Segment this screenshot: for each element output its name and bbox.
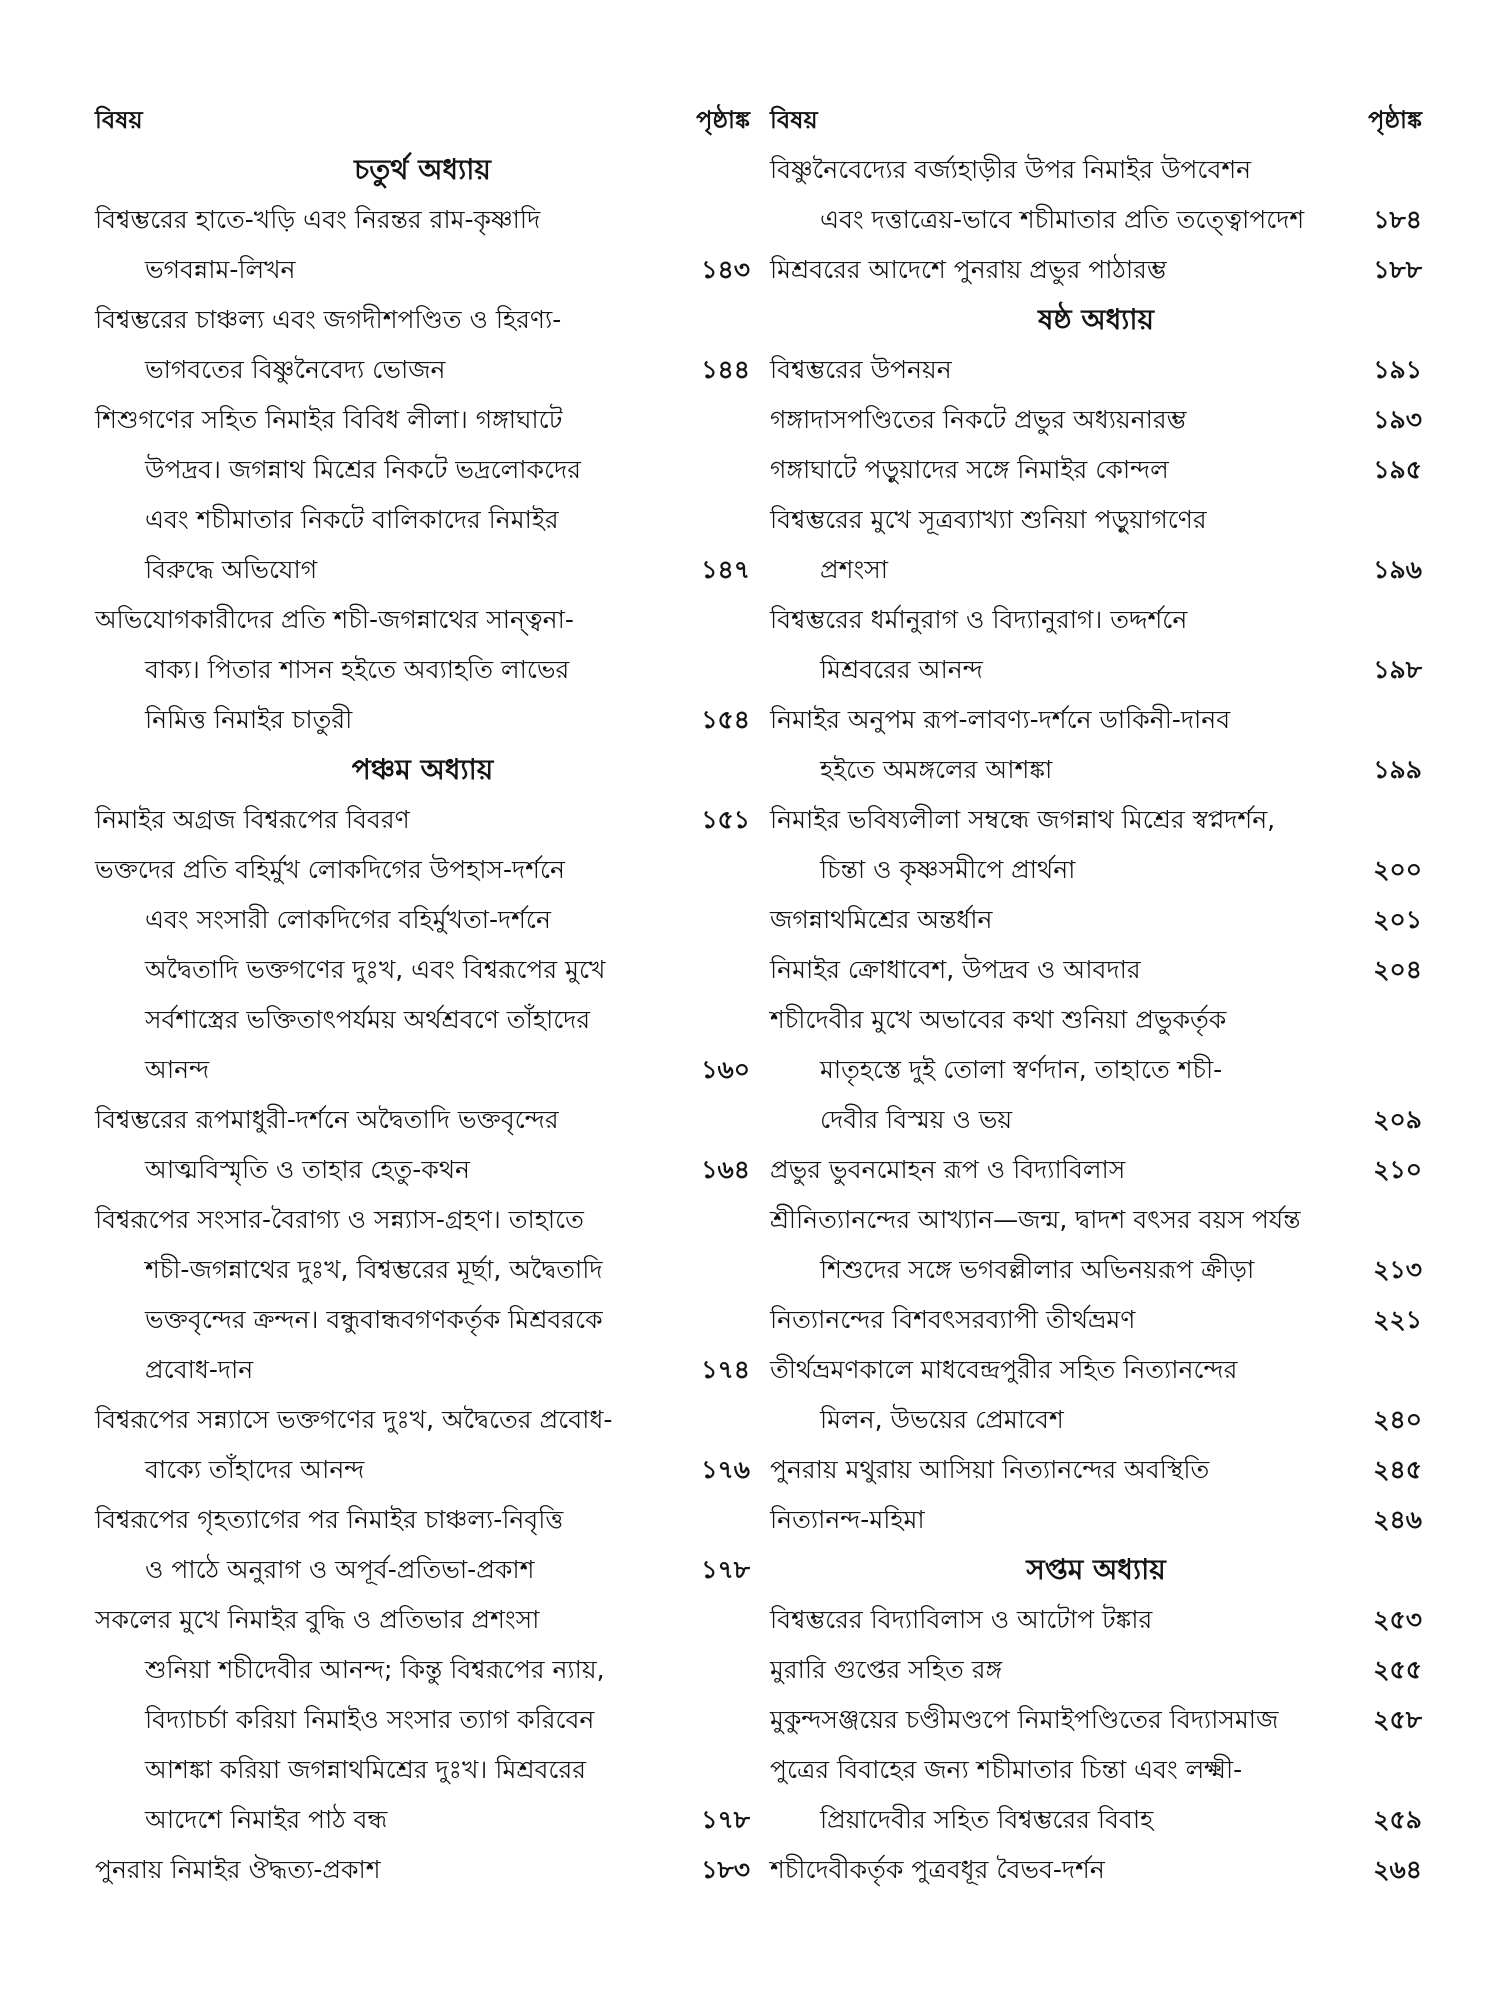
toc-line (95, 1045, 750, 1095)
page-number: ২৫৫ (1373, 1655, 1422, 1684)
entry-text: ভগবন্নাম-লিখন (145, 255, 296, 284)
page-number: ১৭৪ (701, 1355, 750, 1384)
toc-line (95, 1295, 750, 1345)
toc-line (770, 645, 1422, 695)
toc-line (95, 1495, 750, 1545)
page-number: ১৮৮ (1373, 255, 1422, 284)
toc-line (95, 645, 750, 695)
toc-line (95, 495, 750, 545)
toc-line (95, 1845, 750, 1895)
entry-text: প্রভুর ভুবনমোহন রূপ ও বিদ্যাবিলাস (770, 1155, 1126, 1184)
toc-line (770, 1295, 1422, 1345)
toc-line (770, 1695, 1422, 1745)
entry-text: ও পাঠে অনুরাগ ও অপূর্ব-প্রতিভা-প্রকাশ (145, 1555, 535, 1584)
entry-text: বিশ্বম্ভরের চাঞ্চল্য এবং জগদীশপণ্ডিত ও হিরণ্য- (95, 305, 562, 334)
entry-text: বিশ্বম্ভরের রূপমাধুরী-দর্শনে অদ্বৈতাদি ভক্তবৃন্দের (95, 1105, 559, 1134)
page-number: ১৫১ (701, 805, 750, 834)
column-header (95, 95, 750, 145)
toc-line (770, 145, 1422, 195)
entry-text: নিমাইর ক্রোধাবেশ, উপদ্রব ও আবদার (770, 955, 1141, 984)
page-number: ১৪৪ (701, 355, 750, 384)
toc-line (95, 845, 750, 895)
entry-text: বিশ্বম্ভরের ধর্মানুরাগ ও বিদ্যানুরাগ। তদ্দর্শনে (770, 605, 1188, 634)
entry-text: বিশ্বরূপের সন্ন্যাসে ভক্তগণের দুঃখ, অদ্বৈতের প্রবোধ- (95, 1405, 613, 1434)
page-number: ২৫৩ (1373, 1605, 1422, 1634)
entry-text: অভিযোগকারীদের প্রতি শচী-জগন্নাথের সান্ত্বনা- (95, 605, 574, 634)
entry-text: আনন্দ (145, 1055, 210, 1084)
entry-text: শুনিয়া শচীদেবীর আনন্দ; কিন্তু বিশ্বরূপের ন্যায়, (145, 1655, 605, 1684)
toc-line (95, 1445, 750, 1495)
page-number: ১৭৬ (701, 1455, 750, 1484)
toc-line (770, 995, 1422, 1045)
page-number: ২০৯ (1373, 1105, 1422, 1134)
toc-line (770, 695, 1422, 745)
toc-line (770, 1195, 1422, 1245)
page-number: ২২১ (1373, 1305, 1422, 1334)
subject-heading: বিষয় (770, 106, 818, 134)
page-heading: পৃষ্ঠাঙ্ক (696, 106, 750, 134)
subject-heading: বিষয় (95, 106, 143, 134)
toc-line (770, 245, 1422, 295)
chapter-title: ষষ্ঠ অধ্যায় (1037, 303, 1155, 336)
entry-text: প্রবোধ-দান (145, 1355, 254, 1384)
toc-line (770, 1845, 1422, 1895)
entry-text: এবং দত্তাত্রেয়-ভাবে শচীমাতার প্রতি তত্ত্বোপদেশ (820, 205, 1305, 234)
entry-text: চিন্তা ও কৃষ্ণসমীপে প্রার্থনা (820, 855, 1076, 884)
entry-text: হইতে অমঙ্গলের আশঙ্কা (820, 755, 1053, 784)
toc-line (95, 1195, 750, 1245)
toc-line (95, 1095, 750, 1145)
toc-line (95, 1745, 750, 1795)
page-number: ২৬৪ (1373, 1855, 1422, 1884)
toc-line (770, 345, 1422, 395)
page-number: ১৯৫ (1373, 455, 1422, 484)
toc-line (770, 1795, 1422, 1845)
toc-line (770, 545, 1422, 595)
toc-line (95, 945, 750, 995)
toc-line (95, 1345, 750, 1395)
entry-text: বিরুদ্ধে অভিযোগ (145, 555, 318, 584)
entry-text: এবং শচীমাতার নিকটে বালিকাদের নিমাইর (145, 505, 559, 534)
entry-text: মুকুন্দসঞ্জয়ের চণ্ডীমণ্ডপে নিমাইপণ্ডিতের বিদ্যাসমাজ (770, 1705, 1279, 1734)
toc-line (95, 895, 750, 945)
toc-line (95, 295, 750, 345)
page-number: ১৫৪ (701, 705, 750, 734)
toc-line (770, 895, 1422, 945)
page-number: ২১৩ (1373, 1255, 1422, 1284)
entry-text: মিলন, উভয়ের প্রেমাবেশ (820, 1405, 1064, 1434)
entry-text: মুরারি গুপ্তের সহিত রঙ্গ (770, 1655, 1003, 1684)
entry-text: বিশ্বম্ভরের উপনয়ন (770, 355, 952, 384)
entry-text: শচীদেবীকর্তৃক পুত্রবধূর বৈভব-দর্শন (770, 1855, 1105, 1884)
chapter-title: চতুর্থ অধ্যায় (354, 153, 491, 186)
entry-text: আশঙ্কা করিয়া জগন্নাথমিশ্রের দুঃখ। মিশ্রবরের (145, 1755, 586, 1784)
entry-text: নিমাইর অনুপম রূপ-লাবণ্য-দর্শনে ডাকিনী-দানব (770, 705, 1231, 734)
toc-line (95, 245, 750, 295)
entry-text: বিষ্ণুনৈবেদ্যের বর্জ্যহাড়ীর উপর নিমাইর উপবেশন (770, 155, 1252, 184)
entry-text: দেবীর বিস্ময় ও ভয় (820, 1105, 1013, 1134)
entry-text: উপদ্রব। জগন্নাথ মিশ্রের নিকটে ভদ্রলোকদের (145, 455, 581, 484)
page-number: ১৯১ (1373, 355, 1422, 384)
toc-line (770, 195, 1422, 245)
toc-line (770, 1345, 1422, 1395)
toc-line (95, 1645, 750, 1695)
chapter-title: সপ্তম অধ্যায় (1026, 1553, 1166, 1586)
entry-text: মিশ্রবরের আদেশে পুনরায় প্রভুর পাঠারম্ভ (770, 255, 1167, 284)
chapter-title: পঞ্চম অধ্যায় (351, 753, 494, 786)
entry-text: নিমাইর ভবিষ্যলীলা সম্বন্ধে জগন্নাথ মিশ্রের স্বপ্নদর্শন, (770, 805, 1276, 834)
entry-text: সকলের মুখে নিমাইর বুদ্ধি ও প্রতিভার প্রশংসা (95, 1605, 540, 1634)
entry-text: গঙ্গাঘাটে পড়ুয়াদের সঙ্গে নিমাইর কোন্দল (770, 455, 1169, 484)
page-number: ১৮৩ (701, 1855, 750, 1884)
entry-text: ভক্তবৃন্দের ক্রন্দন। বন্ধুবান্ধবগণকর্তৃক মিশ্রবরকে (145, 1305, 603, 1334)
toc-line (95, 595, 750, 645)
entry-text: নিত্যানন্দের বিশবৎসরব্যাপী তীর্থভ্রমণ (770, 1305, 1136, 1334)
toc-line (770, 745, 1422, 795)
toc-line (95, 695, 750, 745)
entry-text: শিশুগণের সহিত নিমাইর বিবিধ লীলা। গঙ্গাঘাটে (95, 405, 563, 434)
entry-text: নিমাইর অগ্রজ বিশ্বরূপের বিবরণ (95, 805, 410, 834)
entry-text: শচীদেবীর মুখে অভাবের কথা শুনিয়া প্রভুকর্তৃক (770, 1005, 1227, 1034)
chapter-heading (95, 745, 750, 795)
entry-text: ভাগবতের বিষ্ণুনৈবেদ্য ভোজন (145, 355, 446, 384)
entry-text: বিদ্যাচর্চা করিয়া নিমাইও সংসার ত্যাগ করিবেন (145, 1705, 595, 1734)
toc-line (95, 1595, 750, 1645)
chapter-heading (95, 145, 750, 195)
toc-line (770, 845, 1422, 895)
entry-text: বাক্যে তাঁহাদের আনন্দ (145, 1455, 365, 1484)
toc-line (770, 395, 1422, 445)
entry-text: বিশ্বম্ভরের মুখে সূত্রব্যাখ্যা শুনিয়া পড়ুয়াগণের (770, 505, 1207, 534)
toc-line (770, 1395, 1422, 1445)
toc-line (770, 1595, 1422, 1645)
page-number: ১৯৩ (1373, 405, 1422, 434)
toc-line (95, 195, 750, 245)
toc-line (770, 445, 1422, 495)
page-number: ২৫৮ (1373, 1705, 1422, 1734)
toc-line (770, 1445, 1422, 1495)
entry-text: মাতৃহস্তে দুই তোলা স্বর্ণদান, তাহাতে শচী- (820, 1055, 1223, 1084)
page-number: ১৭৮ (701, 1805, 750, 1834)
toc-line (770, 1145, 1422, 1195)
page-number: ১৯৬ (1373, 555, 1422, 584)
toc-line (770, 1245, 1422, 1295)
entry-text: নিমিত্ত নিমাইর চাতুরী (145, 705, 353, 734)
page-number: ২০০ (1373, 855, 1422, 884)
entry-text: সর্বশাস্ত্রের ভক্তিতাৎপর্যময় অর্থশ্রবণে তাঁহাদের (145, 1005, 591, 1034)
page-number: ১৪৭ (701, 555, 750, 584)
toc-line (770, 1045, 1422, 1095)
toc-line (95, 795, 750, 845)
entry-text: বিশ্বম্ভরের হাতে-খড়ি এবং নিরন্তর রাম-কৃষ্ণাদি (95, 205, 541, 234)
toc-line (770, 1095, 1422, 1145)
toc-line (95, 1795, 750, 1845)
toc-line (95, 1545, 750, 1595)
entry-text: নিত্যানন্দ-মহিমা (770, 1505, 925, 1534)
toc-line (770, 495, 1422, 545)
toc-line (95, 1695, 750, 1745)
chapter-heading (770, 1545, 1422, 1595)
entry-text: শচী-জগন্নাথের দুঃখ, বিশ্বম্ভরের মূর্ছা, অদ্বৈতাদি (145, 1255, 603, 1284)
entry-text: প্রশংসা (820, 555, 888, 584)
page-heading: পৃষ্ঠাঙ্ক (1368, 106, 1422, 134)
page-number: ১৮৪ (1373, 205, 1422, 234)
entry-text: পুত্রের বিবাহের জন্য শচীমাতার চিন্তা এবং লক্ষ্মী- (770, 1755, 1243, 1784)
entry-text: জগন্নাথমিশ্রের অন্তর্ধান (770, 905, 993, 934)
entry-text: ভক্তদের প্রতি বহির্মুখ লোকদিগের উপহাস-দর্শনে (95, 855, 565, 884)
toc-line (770, 1745, 1422, 1795)
page-number: ১৯৮ (1373, 655, 1422, 684)
page-number: ২০৪ (1373, 955, 1422, 984)
toc-line (95, 1145, 750, 1195)
toc-line (770, 945, 1422, 995)
page-number: ২৪০ (1373, 1405, 1422, 1434)
page-number: ১৯৯ (1373, 755, 1422, 784)
page-number: ১৭৮ (701, 1555, 750, 1584)
entry-text: মিশ্রবরের আনন্দ (820, 655, 983, 684)
entry-text: বিশ্বরূপের গৃহত্যাগের পর নিমাইর চাঞ্চল্য-নিবৃত্তি (95, 1505, 564, 1534)
toc-line (95, 1395, 750, 1445)
column-header (770, 95, 1422, 145)
page-number: ২০১ (1373, 905, 1422, 934)
page-number: ২১০ (1373, 1155, 1422, 1184)
chapter-heading (770, 295, 1422, 345)
toc-line (95, 445, 750, 495)
entry-text: তীর্থভ্রমণকালে মাধবেন্দ্রপুরীর সহিত নিত্যানন্দের (770, 1355, 1238, 1384)
entry-text: শিশুদের সঙ্গে ভগবল্লীলার অভিনয়রূপ ক্রীড়া (820, 1255, 1255, 1284)
page-number: ২৫৯ (1373, 1805, 1422, 1834)
entry-text: বাক্য। পিতার শাসন হইতে অব্যাহতি লাভের (145, 655, 570, 684)
toc-line (95, 345, 750, 395)
toc-line (770, 795, 1422, 845)
toc-line (770, 1495, 1422, 1545)
toc-line (770, 595, 1422, 645)
page-number: ২৪৬ (1373, 1505, 1422, 1534)
page-number: ১৪৩ (701, 255, 750, 284)
toc-line (95, 395, 750, 445)
entry-text: আত্মবিস্মৃতি ও তাহার হেতু-কথন (145, 1155, 470, 1184)
entry-text: এবং সংসারী লোকদিগের বহির্মুখতা-দর্শনে (145, 905, 551, 934)
entry-text: পুনরায় নিমাইর ঔদ্ধত্য-প্রকাশ (95, 1855, 381, 1884)
toc-line (95, 995, 750, 1045)
toc-line (770, 1645, 1422, 1695)
entry-text: বিশ্বরূপের সংসার-বৈরাগ্য ও সন্ন্যাস-গ্রহণ। তাহাতে (95, 1205, 584, 1234)
entry-text: অদ্বৈতাদি ভক্তগণের দুঃখ, এবং বিশ্বরূপের মুখে (145, 955, 606, 984)
entry-text: প্রিয়াদেবীর সহিত বিশ্বম্ভরের বিবাহ (820, 1805, 1154, 1834)
entry-text: আদেশে নিমাইর পাঠ বন্ধ (145, 1805, 388, 1834)
entry-text: শ্রীনিত্যানন্দের আখ্যান—জন্ম, দ্বাদশ বৎসর বয়স পর্যন্ত (770, 1205, 1301, 1234)
page-number: ১৬৪ (701, 1155, 750, 1184)
page-number: ২৪৫ (1373, 1455, 1422, 1484)
entry-text: পুনরায় মথুরায় আসিয়া নিত্যানন্দের অবস্থিতি (770, 1455, 1210, 1484)
entry-text: বিশ্বম্ভরের বিদ্যাবিলাস ও আটোপ টঙ্কার (770, 1605, 1153, 1634)
toc-line (95, 545, 750, 595)
page-number: ১৬০ (701, 1055, 750, 1084)
toc-line (95, 1245, 750, 1295)
entry-text: গঙ্গাদাসপণ্ডিতের নিকটে প্রভুর অধ্যয়নারম্ভ (770, 405, 1187, 434)
